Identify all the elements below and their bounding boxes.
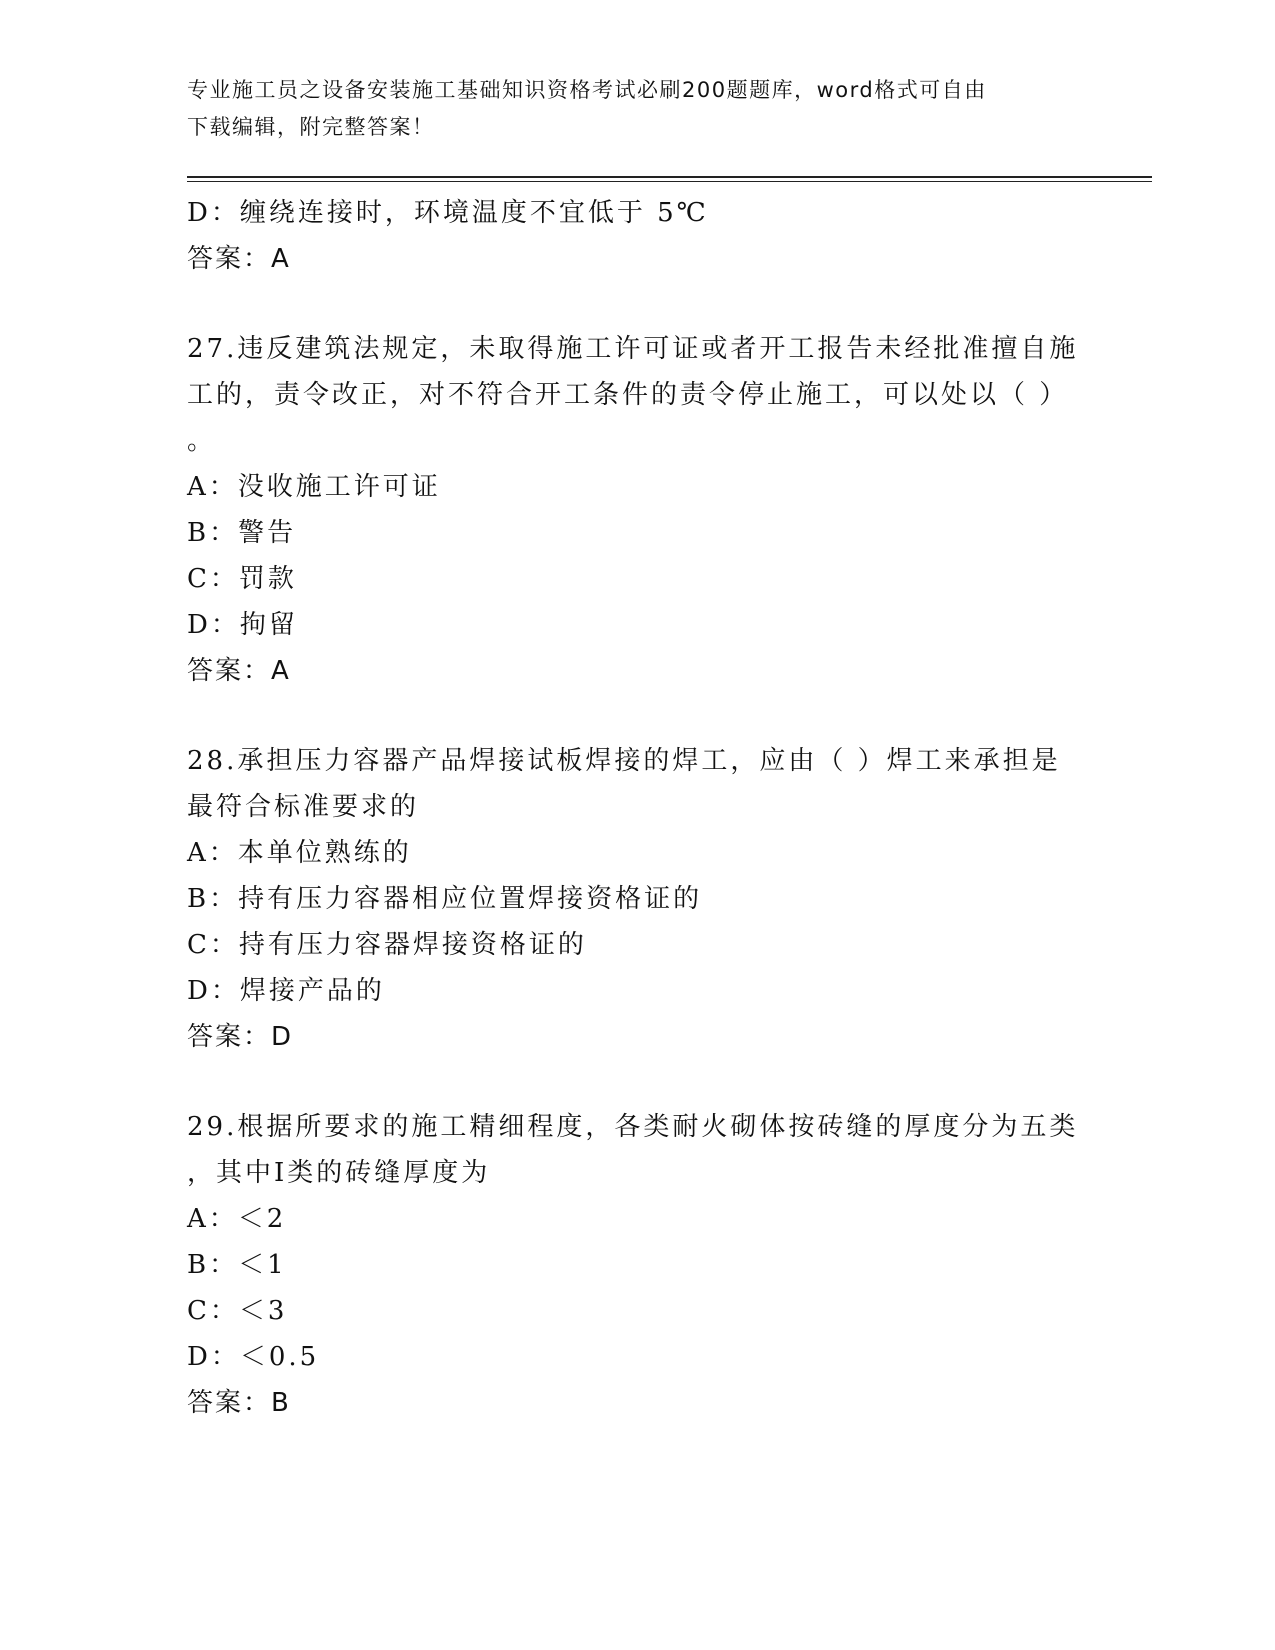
question-list	[187, 190, 1087, 1426]
header-line-1: 专业施工员之设备安装施工基础知识资格考试必刷200题题库，word格式可自由	[187, 78, 987, 102]
option-c: C：＜3	[187, 1296, 288, 1326]
header-divider-thick	[187, 176, 1152, 178]
header-line-2: 下载编辑，附完整答案！	[187, 115, 435, 139]
option-a: A：＜2	[187, 1204, 287, 1234]
prev-answer: 答案：A	[187, 244, 291, 274]
option-a: A：没收施工许可证	[187, 472, 441, 502]
option-a: A：本单位熟练的	[187, 838, 412, 868]
question-stem-line: 27.违反建筑法规定，未取得施工许可证或者开工报告未经批准擅自施	[187, 334, 1079, 364]
question-stem-line: 工的，责令改正，对不符合开工条件的责令停止施工，可以处以（ ）	[187, 380, 1069, 410]
prev-option-d: D：缠绕连接时，环境温度不宜低于 5℃	[187, 198, 709, 228]
header-divider-thin	[187, 181, 1152, 182]
question-27	[187, 326, 1087, 694]
answer: 答案：A	[187, 656, 291, 686]
option-b: B：持有压力容器相应位置焊接资格证的	[187, 884, 703, 914]
answer: 答案：B	[187, 1388, 291, 1418]
question-29	[187, 1104, 1087, 1426]
spacer	[187, 1060, 1087, 1104]
spacer	[187, 282, 1087, 326]
spacer	[187, 694, 1087, 738]
question-stem-line: 29.根据所要求的施工精细程度，各类耐火砌体按砖缝的厚度分为五类	[187, 1112, 1079, 1142]
option-d: D：拘留	[187, 610, 298, 640]
question-stem-line: 28.承担压力容器产品焊接试板焊接的焊工，应由（ ）焊工来承担是	[187, 746, 1061, 776]
option-b: B：警告	[187, 518, 297, 548]
question-stem-line: 最符合标准要求的	[187, 792, 420, 822]
option-d: D：＜0.5	[187, 1342, 320, 1372]
option-c: C：持有压力容器焊接资格证的	[187, 930, 587, 960]
question-stem-line: 。	[187, 426, 217, 456]
option-b: B：＜1	[187, 1250, 287, 1280]
answer: 答案：D	[187, 1022, 294, 1052]
document-header	[187, 72, 1067, 146]
option-c: C：罚款	[187, 564, 297, 594]
question-28	[187, 738, 1087, 1060]
question-stem-line: ，其中Ⅰ类的砖缝厚度为	[187, 1158, 491, 1188]
option-d: D：焊接产品的	[187, 976, 385, 1006]
